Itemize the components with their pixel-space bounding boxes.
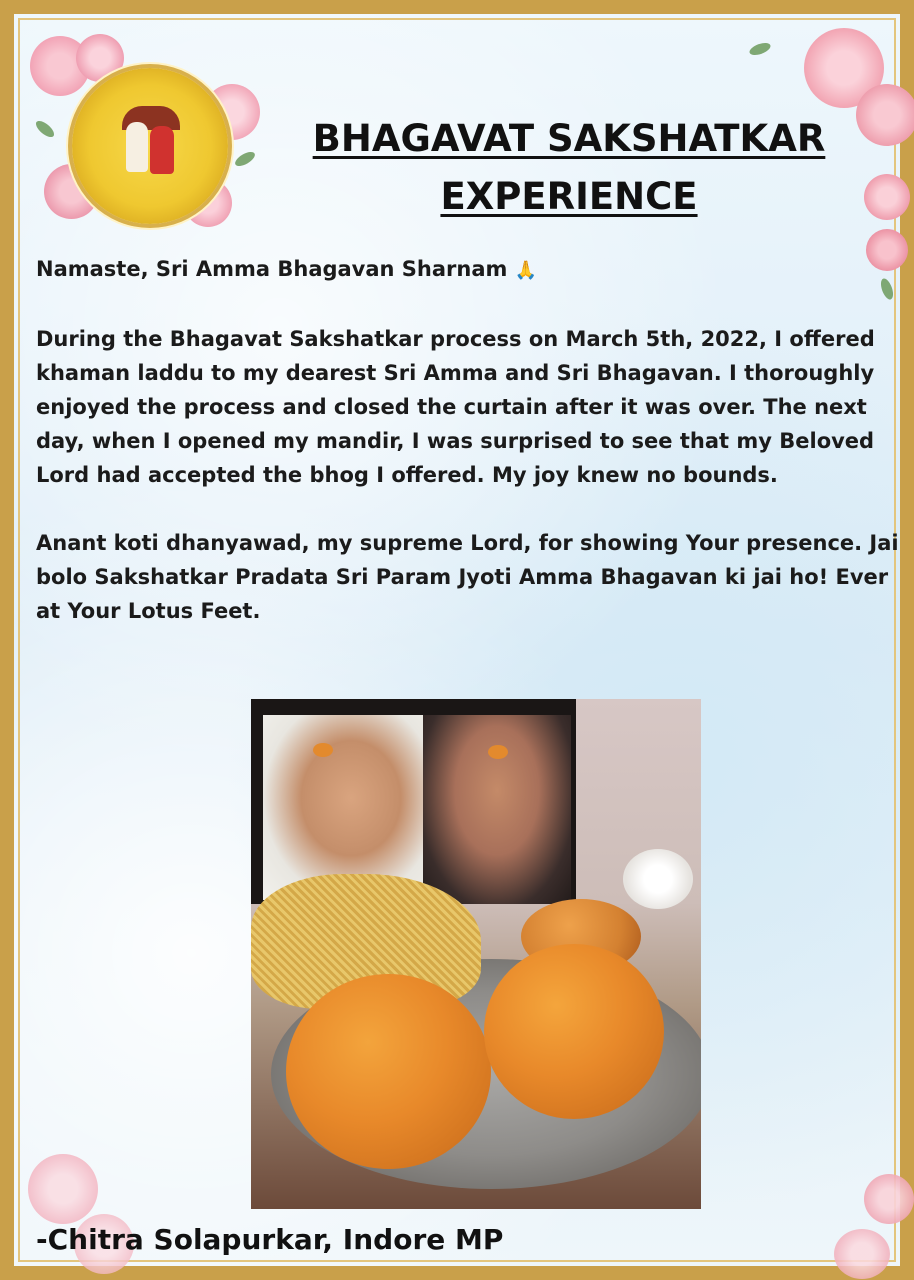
decorative-flower bbox=[864, 1174, 914, 1224]
tilak-mark bbox=[488, 745, 508, 759]
testimonial-body bbox=[36, 252, 906, 662]
greeting-text: Namaste, Sri Amma Bhagavan Sharnam bbox=[36, 257, 508, 281]
offering-photo bbox=[251, 699, 701, 1209]
sri-bhagavan-portrait bbox=[263, 715, 423, 900]
sri-amma-portrait bbox=[423, 715, 571, 904]
signature: -Chitra Solapurkar, Indore MP bbox=[36, 1223, 504, 1256]
decorative-leaf bbox=[748, 41, 772, 58]
deity-figures-icon bbox=[122, 106, 180, 186]
greeting bbox=[36, 252, 906, 288]
decorative-flower bbox=[28, 1154, 98, 1224]
decorative-flower bbox=[834, 1229, 890, 1279]
page-title bbox=[254, 110, 884, 226]
khaman-laddu bbox=[286, 974, 491, 1169]
photo-frame bbox=[251, 699, 576, 904]
decorative-leaf bbox=[33, 118, 56, 140]
white-flowers bbox=[623, 849, 693, 909]
folded-hands-icon: 🙏 bbox=[514, 260, 538, 281]
title-line-2: EXPERIENCE bbox=[440, 175, 698, 218]
amma-bhagavan-logo bbox=[72, 68, 228, 224]
khaman-laddu bbox=[484, 944, 664, 1119]
tilak-mark bbox=[313, 743, 333, 757]
paragraph-2: Anant koti dhanyawad, my supreme Lord, for showing Your presence. Jai bolo Sakshatkar Pradata Sri Param Jyoti Amma Bhagavan ki jai ho! Ever at Your Lotus Feet. bbox=[36, 531, 899, 623]
paragraph-1: During the Bhagavat Sakshatkar process on March 5th, 2022, I offered khaman laddu to my dearest Sri Amma and Sri Bhagavan. I thoroughly enjoyed the process and closed the curtain after it was over. The next day, when I opened my mandir, I was surprised to see that my Beloved Lord had accepted the bhog I offered. My joy knew no bounds. bbox=[36, 327, 875, 487]
title-line-1: BHAGAVAT SAKSHATKAR bbox=[312, 117, 826, 160]
